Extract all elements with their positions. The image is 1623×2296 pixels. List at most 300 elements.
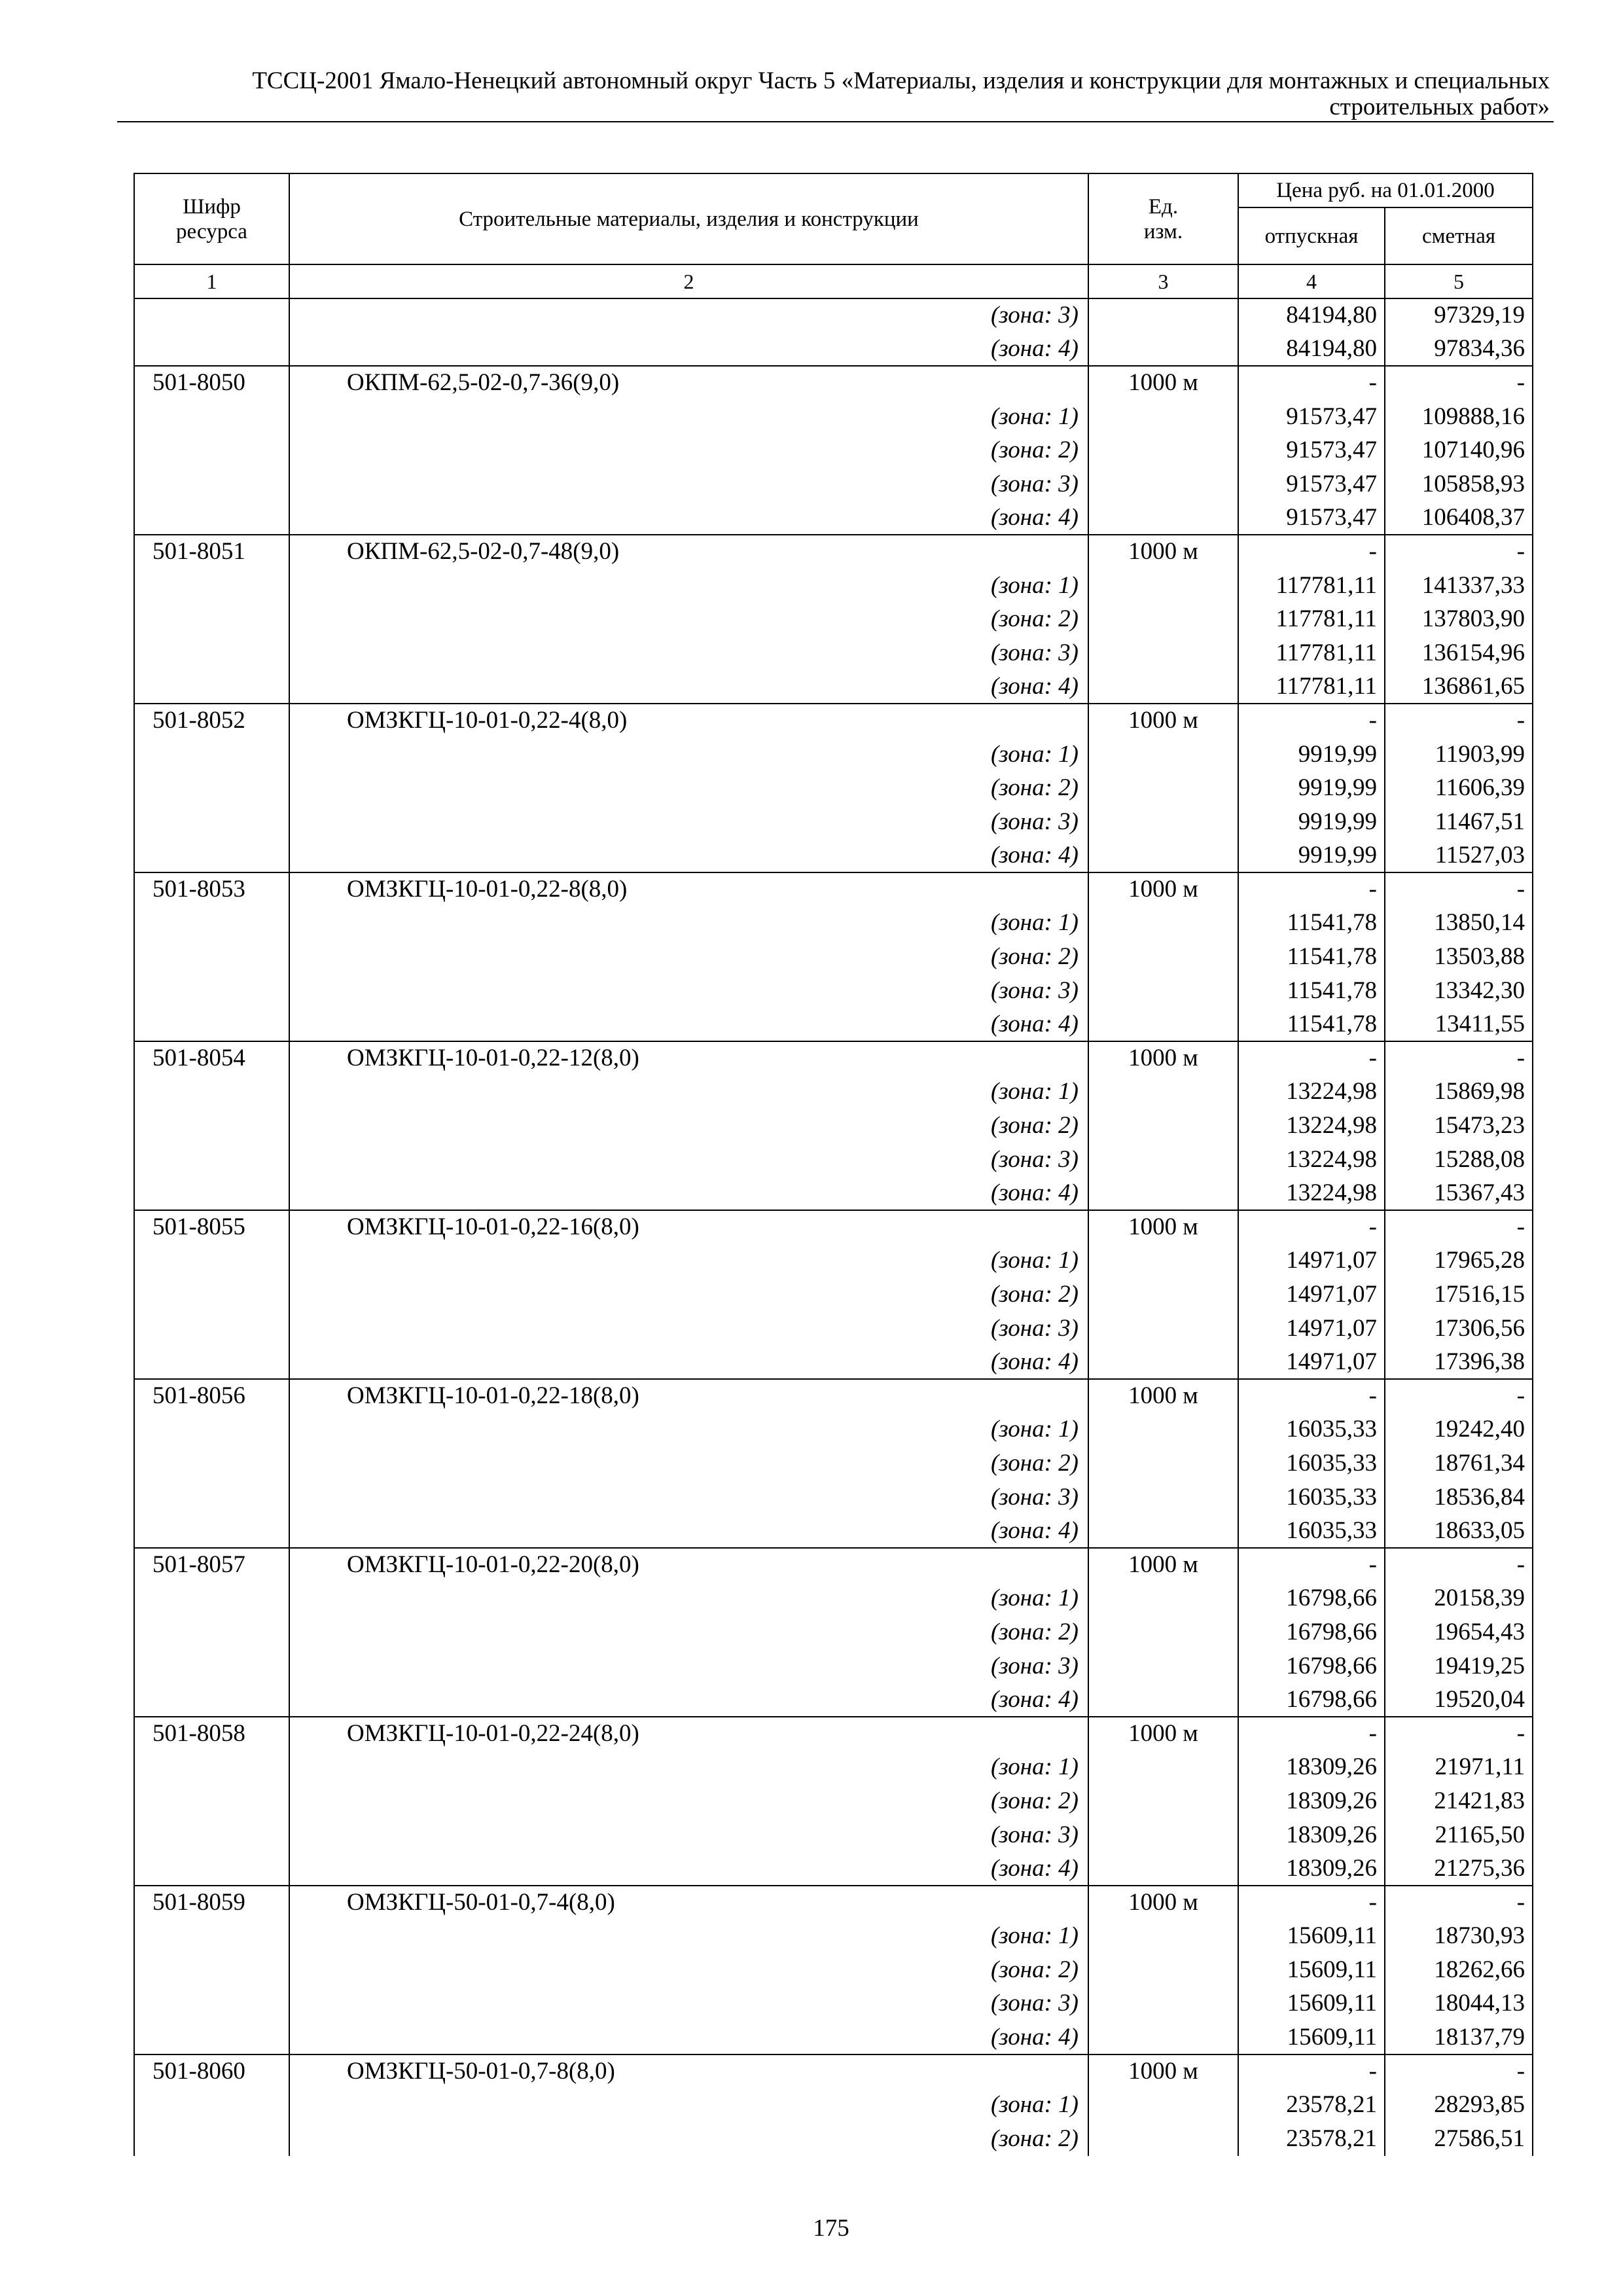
estimate-price: - [1385, 1886, 1533, 1920]
zone-price-row [134, 1649, 1533, 1683]
code-cell-empty [134, 1244, 289, 1278]
release-price: 16798,66 [1238, 1683, 1385, 1717]
zone-price-row [134, 1446, 1533, 1480]
resource-name: ОМЗКГЦ-50-01-0,7-8(8,0) [289, 2054, 1088, 2089]
zone-label: (зона: 1) [289, 906, 1088, 941]
zone-label: (зона: 3) [289, 1649, 1088, 1683]
zone-price-row [134, 298, 1533, 332]
unit-cell-empty [1088, 1683, 1238, 1717]
code-cell-empty [134, 805, 289, 839]
zone-price-row [134, 1852, 1533, 1886]
unit-cell-empty [1088, 2122, 1238, 2156]
code-cell-empty [134, 940, 289, 974]
resource-row [134, 1717, 1533, 1751]
code-cell-empty [134, 1784, 289, 1818]
code-cell-empty [134, 433, 289, 467]
code-cell-empty [134, 569, 289, 603]
column-header-code [134, 173, 289, 264]
code-cell-empty [134, 906, 289, 941]
release-price: 84194,80 [1238, 298, 1385, 332]
zone-label: (зона: 4) [289, 1683, 1088, 1717]
code-cell-empty [134, 670, 289, 704]
unit-cell-empty [1088, 1784, 1238, 1818]
code-cell-empty [134, 1345, 289, 1379]
code-cell-empty [134, 1953, 289, 1987]
unit-cell-empty [1088, 2088, 1238, 2122]
unit-cell-empty [1088, 1312, 1238, 1346]
release-price: 18309,26 [1238, 1751, 1385, 1785]
column-number-row [134, 264, 1533, 298]
zone-label: (зона: 4) [289, 501, 1088, 535]
zone-price-row [134, 1109, 1533, 1143]
unit-cell-empty [1088, 940, 1238, 974]
zone-price-row [134, 1075, 1533, 1109]
column-header-release-label: отпускная [1264, 224, 1359, 248]
resource-row [134, 1041, 1533, 1075]
code-cell-empty [134, 298, 289, 332]
zone-label: (зона: 3) [289, 974, 1088, 1008]
estimate-price: 136861,65 [1385, 670, 1533, 704]
estimate-price: 97329,19 [1385, 298, 1533, 332]
release-price: - [1238, 1041, 1385, 1075]
estimate-price: 137803,90 [1385, 602, 1533, 636]
zone-label: (зона: 4) [289, 1852, 1088, 1886]
zone-price-row [134, 1143, 1533, 1177]
release-price: 15609,11 [1238, 1987, 1385, 2021]
unit-cell-empty [1088, 332, 1238, 367]
zone-label: (зона: 1) [289, 2088, 1088, 2122]
release-price: 9919,99 [1238, 738, 1385, 772]
column-number: 1 [134, 264, 289, 298]
resource-row [134, 2054, 1533, 2089]
release-price: 9919,99 [1238, 771, 1385, 805]
code-cell-empty [134, 1143, 289, 1177]
zone-price-row [134, 906, 1533, 941]
zone-price-row [134, 738, 1533, 772]
release-price: 15609,11 [1238, 2020, 1385, 2054]
estimate-price: 18536,84 [1385, 1480, 1533, 1515]
code-cell-empty [134, 1683, 289, 1717]
unit-value: 1000 м [1088, 535, 1238, 569]
zone-label: (зона: 4) [289, 2020, 1088, 2054]
release-price: 13224,98 [1238, 1109, 1385, 1143]
page-header-line1: ТССЦ-2001 Ямало-Ненецкий автономный округ Часть 5 «Материалы, изделия и конструкции для монтажных и специальных [252, 67, 1550, 94]
zone-price-row [134, 1345, 1533, 1379]
unit-cell-empty [1088, 1514, 1238, 1548]
release-price: 16798,66 [1238, 1582, 1385, 1616]
estimate-price: - [1385, 1379, 1533, 1413]
estimate-price: - [1385, 704, 1533, 738]
release-price: 14971,07 [1238, 1278, 1385, 1312]
unit-cell-empty [1088, 2020, 1238, 2054]
release-price: - [1238, 872, 1385, 906]
release-price: 13224,98 [1238, 1176, 1385, 1210]
unit-value: 1000 м [1088, 2054, 1238, 2089]
unit-cell-empty [1088, 1278, 1238, 1312]
zone-label: (зона: 4) [289, 1514, 1088, 1548]
release-price: 9919,99 [1238, 805, 1385, 839]
code-cell-empty [134, 2020, 289, 2054]
price-table-body [134, 298, 1533, 2156]
resource-row [134, 704, 1533, 738]
estimate-price: 13411,55 [1385, 1007, 1533, 1041]
release-price: 16035,33 [1238, 1514, 1385, 1548]
code-cell-empty [134, 636, 289, 670]
estimate-price: 109888,16 [1385, 400, 1533, 434]
release-price: 23578,21 [1238, 2088, 1385, 2122]
zone-price-row [134, 2088, 1533, 2122]
column-header-unit-line2: изм. [1143, 219, 1183, 243]
zone-label: (зона: 2) [289, 771, 1088, 805]
unit-value: 1000 м [1088, 1886, 1238, 1920]
resource-row [134, 366, 1533, 400]
estimate-price: 18044,13 [1385, 1987, 1533, 2021]
zone-label: (зона: 2) [289, 1446, 1088, 1480]
resource-code: 501-8057 [134, 1548, 289, 1582]
zone-label: (зона: 3) [289, 1987, 1088, 2021]
unit-cell-empty [1088, 974, 1238, 1008]
release-price: 16798,66 [1238, 1615, 1385, 1649]
code-cell-empty [134, 1514, 289, 1548]
resource-code: 501-8058 [134, 1717, 289, 1751]
unit-value: 1000 м [1088, 1041, 1238, 1075]
code-cell-empty [134, 1278, 289, 1312]
release-price: 15609,11 [1238, 1920, 1385, 1954]
zone-label: (зона: 4) [289, 1176, 1088, 1210]
zone-label: (зона: 1) [289, 1751, 1088, 1785]
unit-cell-empty [1088, 467, 1238, 501]
code-cell-empty [134, 1615, 289, 1649]
estimate-price: 107140,96 [1385, 433, 1533, 467]
unit-cell-empty [1088, 1953, 1238, 1987]
column-header-price-group [1238, 173, 1533, 207]
unit-cell-empty [1088, 1075, 1238, 1109]
zone-label: (зона: 4) [289, 839, 1088, 873]
estimate-price: - [1385, 872, 1533, 906]
release-price: 13224,98 [1238, 1143, 1385, 1177]
resource-name: ОКПМ-62,5-02-0,7-36(9,0) [289, 366, 1088, 400]
zone-label: (зона: 2) [289, 1615, 1088, 1649]
estimate-price: 18761,34 [1385, 1446, 1533, 1480]
unit-cell-empty [1088, 433, 1238, 467]
estimate-price: 106408,37 [1385, 501, 1533, 535]
code-cell-empty [134, 332, 289, 367]
zone-price-row [134, 1818, 1533, 1852]
zone-label: (зона: 1) [289, 1244, 1088, 1278]
unit-value: 1000 м [1088, 1548, 1238, 1582]
zone-label: (зона: 2) [289, 1278, 1088, 1312]
resource-code: 501-8052 [134, 704, 289, 738]
resource-row [134, 1548, 1533, 1582]
zone-price-row [134, 2020, 1533, 2054]
release-price: - [1238, 1548, 1385, 1582]
resource-name: ОМЗКГЦ-10-01-0,22-4(8,0) [289, 704, 1088, 738]
code-cell-empty [134, 1480, 289, 1515]
release-price: 11541,78 [1238, 974, 1385, 1008]
resource-name: ОМЗКГЦ-10-01-0,22-20(8,0) [289, 1548, 1088, 1582]
estimate-price: 17306,56 [1385, 1312, 1533, 1346]
code-cell-empty [134, 400, 289, 434]
resource-row [134, 1886, 1533, 1920]
estimate-price: 97834,36 [1385, 332, 1533, 367]
release-price: 9919,99 [1238, 839, 1385, 873]
zone-label: (зона: 2) [289, 602, 1088, 636]
column-number: 2 [289, 264, 1088, 298]
zone-label: (зона: 1) [289, 1582, 1088, 1616]
estimate-price: - [1385, 1210, 1533, 1244]
zone-label: (зона: 2) [289, 940, 1088, 974]
zone-price-row [134, 1615, 1533, 1649]
release-price: 11541,78 [1238, 906, 1385, 941]
zone-label: (зона: 4) [289, 670, 1088, 704]
release-price: 91573,47 [1238, 400, 1385, 434]
release-price: 117781,11 [1238, 636, 1385, 670]
zone-price-row [134, 602, 1533, 636]
estimate-price: 15473,23 [1385, 1109, 1533, 1143]
unit-cell-empty [1088, 1176, 1238, 1210]
page-number: 175 [813, 2215, 849, 2242]
unit-cell-empty [1088, 636, 1238, 670]
estimate-price: 15367,43 [1385, 1176, 1533, 1210]
estimate-price: 13850,14 [1385, 906, 1533, 941]
zone-price-row [134, 1413, 1533, 1447]
resource-row [134, 872, 1533, 906]
zone-price-row [134, 1244, 1533, 1278]
resource-code: 501-8053 [134, 872, 289, 906]
zone-label: (зона: 2) [289, 1953, 1088, 1987]
zone-price-row [134, 1784, 1533, 1818]
unit-cell-empty [1088, 1852, 1238, 1886]
resource-code: 501-8059 [134, 1886, 289, 1920]
estimate-price: 15869,98 [1385, 1075, 1533, 1109]
unit-cell-empty [1088, 1582, 1238, 1616]
estimate-price: 17965,28 [1385, 1244, 1533, 1278]
zone-price-row [134, 636, 1533, 670]
code-cell-empty [134, 1446, 289, 1480]
column-header-unit-line1: Ед. [1148, 194, 1179, 219]
resource-code: 501-8056 [134, 1379, 289, 1413]
estimate-price: - [1385, 535, 1533, 569]
code-cell-empty [134, 2122, 289, 2156]
estimate-price: 27586,51 [1385, 2122, 1533, 2156]
unit-cell-empty [1088, 906, 1238, 941]
zone-label: (зона: 3) [289, 1143, 1088, 1177]
zone-price-row [134, 1312, 1533, 1346]
zone-price-row [134, 1582, 1533, 1616]
zone-price-row [134, 332, 1533, 367]
code-cell-empty [134, 1582, 289, 1616]
resource-row [134, 535, 1533, 569]
zone-label: (зона: 2) [289, 1109, 1088, 1143]
unit-cell-empty [1088, 1818, 1238, 1852]
unit-value: 1000 м [1088, 1379, 1238, 1413]
estimate-price: 19419,25 [1385, 1649, 1533, 1683]
zone-label: (зона: 3) [289, 1480, 1088, 1515]
unit-cell-empty [1088, 569, 1238, 603]
price-table [134, 173, 1533, 2156]
estimate-price: 11606,39 [1385, 771, 1533, 805]
code-cell-empty [134, 602, 289, 636]
unit-cell-empty [1088, 602, 1238, 636]
unit-cell-empty [1088, 738, 1238, 772]
unit-cell-empty [1088, 400, 1238, 434]
estimate-price: 11467,51 [1385, 805, 1533, 839]
resource-name: ОМЗКГЦ-10-01-0,22-24(8,0) [289, 1717, 1088, 1751]
unit-cell-empty [1088, 1413, 1238, 1447]
code-cell-empty [134, 1987, 289, 2021]
code-cell-empty [134, 1649, 289, 1683]
estimate-price: - [1385, 366, 1533, 400]
release-price: 14971,07 [1238, 1312, 1385, 1346]
estimate-price: 141337,33 [1385, 569, 1533, 603]
zone-label: (зона: 2) [289, 2122, 1088, 2156]
estimate-price: 21421,83 [1385, 1784, 1533, 1818]
code-cell-empty [134, 738, 289, 772]
estimate-price: 17516,15 [1385, 1278, 1533, 1312]
column-number: 5 [1385, 264, 1533, 298]
column-header-estimate-label: сметная [1421, 224, 1496, 248]
zone-price-row [134, 433, 1533, 467]
resource-code: 501-8054 [134, 1041, 289, 1075]
zone-price-row [134, 1953, 1533, 1987]
release-price: 117781,11 [1238, 569, 1385, 603]
estimate-price: 11903,99 [1385, 738, 1533, 772]
resource-name: ОМЗКГЦ-10-01-0,22-8(8,0) [289, 872, 1088, 906]
zone-price-row [134, 1480, 1533, 1515]
unit-cell-empty [1088, 1751, 1238, 1785]
code-cell-empty [134, 1007, 289, 1041]
zone-price-row [134, 467, 1533, 501]
unit-value: 1000 м [1088, 1717, 1238, 1751]
zone-label: (зона: 1) [289, 569, 1088, 603]
code-cell-empty [134, 467, 289, 501]
release-price: - [1238, 704, 1385, 738]
resource-name: ОМЗКГЦ-10-01-0,22-12(8,0) [289, 1041, 1088, 1075]
column-header-release [1238, 207, 1385, 264]
estimate-price: 19242,40 [1385, 1413, 1533, 1447]
unit-cell-empty [1088, 771, 1238, 805]
estimate-price: 18262,66 [1385, 1953, 1533, 1987]
release-price: 16035,33 [1238, 1413, 1385, 1447]
column-header-unit [1088, 173, 1238, 264]
code-cell-empty [134, 839, 289, 873]
resource-name: ОМЗКГЦ-10-01-0,22-18(8,0) [289, 1379, 1088, 1413]
estimate-price: 13342,30 [1385, 974, 1533, 1008]
unit-cell-empty [1088, 1649, 1238, 1683]
zone-label: (зона: 3) [289, 467, 1088, 501]
code-cell-empty [134, 974, 289, 1008]
table-header [134, 173, 1533, 298]
release-price: - [1238, 1379, 1385, 1413]
zone-label: (зона: 4) [289, 332, 1088, 367]
column-header-estimate [1385, 207, 1533, 264]
zone-price-row [134, 569, 1533, 603]
zone-price-row [134, 1514, 1533, 1548]
code-cell-empty [134, 1751, 289, 1785]
zone-price-row [134, 2122, 1533, 2156]
estimate-price: 18633,05 [1385, 1514, 1533, 1548]
column-number: 4 [1238, 264, 1385, 298]
estimate-price: 18137,79 [1385, 2020, 1533, 2054]
code-cell-empty [134, 1852, 289, 1886]
estimate-price: 19654,43 [1385, 1615, 1533, 1649]
zone-price-row [134, 805, 1533, 839]
zone-price-row [134, 940, 1533, 974]
zone-price-row [134, 1920, 1533, 1954]
release-price: 18309,26 [1238, 1784, 1385, 1818]
unit-cell-empty [1088, 1345, 1238, 1379]
column-header-name [289, 173, 1088, 264]
unit-cell-empty [1088, 1109, 1238, 1143]
resource-code: 501-8055 [134, 1210, 289, 1244]
zone-label: (зона: 3) [289, 805, 1088, 839]
release-price: 91573,47 [1238, 467, 1385, 501]
column-number: 3 [1088, 264, 1238, 298]
page-header-line2: строительных работ» [1329, 94, 1550, 120]
unit-cell-empty [1088, 1615, 1238, 1649]
estimate-price: 105858,93 [1385, 467, 1533, 501]
unit-cell-empty [1088, 805, 1238, 839]
zone-price-row [134, 1278, 1533, 1312]
code-cell-empty [134, 1413, 289, 1447]
unit-value: 1000 м [1088, 704, 1238, 738]
estimate-price: - [1385, 1548, 1533, 1582]
column-header-name-label: Строительные материалы, изделия и конструкции [459, 207, 919, 231]
unit-cell-empty [1088, 1480, 1238, 1515]
release-price: 91573,47 [1238, 501, 1385, 535]
zone-label: (зона: 3) [289, 298, 1088, 332]
zone-price-row [134, 974, 1533, 1008]
zone-price-row [134, 501, 1533, 535]
release-price: 117781,11 [1238, 670, 1385, 704]
resource-row [134, 1379, 1533, 1413]
code-cell-empty [134, 1075, 289, 1109]
release-price: - [1238, 366, 1385, 400]
release-price: - [1238, 1210, 1385, 1244]
unit-cell-empty [1088, 1007, 1238, 1041]
unit-cell-empty [1088, 1446, 1238, 1480]
zone-price-row [134, 1751, 1533, 1785]
release-price: 11541,78 [1238, 940, 1385, 974]
zone-price-row [134, 1683, 1533, 1717]
estimate-price: 21971,11 [1385, 1751, 1533, 1785]
release-price: 16798,66 [1238, 1649, 1385, 1683]
code-cell-empty [134, 1312, 289, 1346]
resource-name: ОКПМ-62,5-02-0,7-48(9,0) [289, 535, 1088, 569]
unit-cell-empty [1088, 670, 1238, 704]
zone-label: (зона: 1) [289, 1920, 1088, 1954]
zone-label: (зона: 4) [289, 1345, 1088, 1379]
code-cell-empty [134, 771, 289, 805]
zone-label: (зона: 3) [289, 1818, 1088, 1852]
estimate-price: 19520,04 [1385, 1683, 1533, 1717]
zone-label: (зона: 2) [289, 433, 1088, 467]
release-price: - [1238, 1886, 1385, 1920]
estimate-price: 21165,50 [1385, 1818, 1533, 1852]
resource-code: 501-8051 [134, 535, 289, 569]
zone-label: (зона: 1) [289, 1075, 1088, 1109]
unit-value: 1000 м [1088, 872, 1238, 906]
unit-cell-empty [1088, 1244, 1238, 1278]
release-price: 14971,07 [1238, 1345, 1385, 1379]
release-price: 15609,11 [1238, 1953, 1385, 1987]
zone-price-row [134, 1007, 1533, 1041]
estimate-price: - [1385, 2054, 1533, 2089]
zone-price-row [134, 771, 1533, 805]
zone-label: (зона: 3) [289, 1312, 1088, 1346]
code-cell-empty [134, 2088, 289, 2122]
release-price: 84194,80 [1238, 332, 1385, 367]
